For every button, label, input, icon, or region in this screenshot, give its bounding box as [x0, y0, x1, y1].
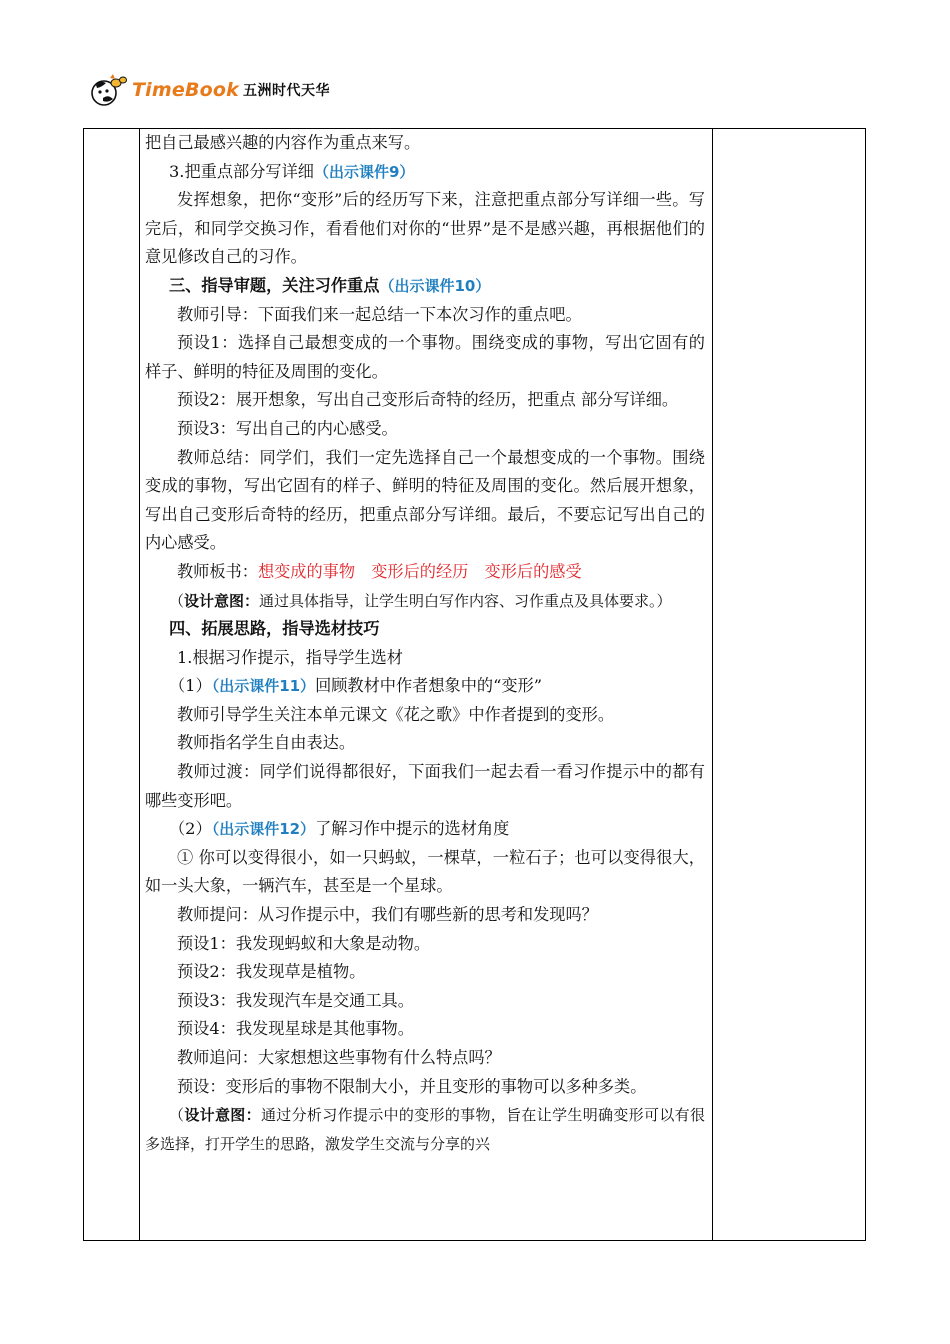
paragraph: 教师提问：从习作提示中，我们有哪些新的思考和发现吗？	[177, 905, 598, 925]
board-content: 想变成的事物 变形后的经历 变形后的感受	[257, 561, 582, 581]
courseware-tag: （出示课件9）	[313, 162, 415, 181]
design-intent-text: 通过分析习作提示中的变形的事物，旨在让学生明确变形可以有很多选择，打开学生的思路，激发学生交流与分享的兴	[145, 1106, 705, 1153]
paragraph: 1.根据习作提示，指导学生选材	[177, 647, 403, 667]
step-number: （2）	[169, 819, 212, 839]
step-line	[145, 815, 705, 844]
step-number: （1）	[169, 676, 212, 696]
step-text: 回顾教材中作者想象中的“变形”	[315, 676, 543, 696]
design-intent	[145, 587, 705, 616]
design-intent-text: 通过具体指导，让学生明白写作内容、习作重点及具体要求。）	[259, 591, 672, 610]
step-text: 了解习作中提示的选材角度	[315, 819, 510, 839]
cow-mascot-icon	[90, 72, 128, 108]
paragraph: 教师引导：下面我们来一起总结一下本次习作的重点吧。	[177, 304, 582, 324]
header-logo	[90, 72, 330, 108]
paragraph: 教师总结：同学们，我们一定先选择自己一个最想变成的一个事物。围绕变成的事物，写出它固有的样子、鲜明的特征及周围的变化。然后展开想象，写出自己变形后奇特的经历，把重点部分写详细。最后，不要忘记写出自己的内心感受。	[145, 447, 705, 553]
paragraph: 预设2：展开想象，写出自己变形后奇特的经历，把重点 部分写详细。	[177, 390, 679, 410]
paragraph: 预设3：写出自己的内心感受。	[177, 418, 398, 438]
paragraph: 预设2：我发现草是植物。	[177, 962, 366, 982]
design-intent-label: 设计意图：	[184, 591, 260, 610]
section-heading: 四、拓展思路，指导选材技巧	[169, 619, 380, 639]
paragraph: 预设3：我发现汽车是交通工具。	[177, 990, 414, 1010]
design-intent-label: 设计意图：	[184, 1106, 261, 1125]
courseware-tag: （出示课件10）	[379, 276, 491, 295]
board-label: 教师板书：	[177, 561, 258, 581]
paren-open: （	[169, 591, 185, 610]
paragraph: ① 你可以变得很小，如一只蚂蚁，一棵草，一粒石子；也可以变得很大，如一头大象，一辆汽车，甚至是一个星球。	[145, 847, 705, 896]
section-heading	[145, 272, 705, 301]
paragraph: 教师追问：大家想想这些事物有什么特点吗？	[177, 1048, 501, 1067]
paragraph: 预设1：我发现蚂蚁和大象是动物。	[177, 933, 431, 953]
brand-name-cn: 五洲时代天华	[242, 83, 330, 99]
paragraph: 教师指名学生自由表达。	[177, 733, 356, 753]
paren-open: （	[169, 1106, 185, 1125]
courseware-tag: （出示课件12）	[211, 820, 316, 839]
subheading	[145, 158, 705, 187]
paragraph: 教师引导学生关注本单元课文《花之歌》中作者提到的变形。	[177, 704, 615, 724]
paragraph: 教师过渡：同学们说得都很好，下面我们一起去看一看习作提示中的都有哪些变形吧。	[145, 762, 705, 810]
paragraph: 预设4：我发现星球是其他事物。	[177, 1019, 414, 1039]
paragraph: 把自己最感兴趣的内容作为重点来写。	[145, 133, 421, 152]
step-line	[145, 672, 705, 701]
design-intent	[145, 1101, 705, 1158]
lesson-content	[145, 129, 705, 1158]
section-heading-text: 三、指导审题，关注习作重点	[169, 275, 380, 295]
board-writing	[145, 558, 705, 587]
paragraph: 预设1：选择自己最想变成的一个事物。围绕变成的事物，写出它固有的样子、鲜明的特征及周围的变化。	[145, 333, 705, 381]
paragraph: 预设：变形后的事物不限制大小，并且变形的事物可以多种多类。	[177, 1076, 647, 1096]
table-column-divider-left	[139, 129, 140, 1240]
brand-name: TimeBook	[132, 79, 239, 101]
courseware-tag: （出示课件11）	[211, 677, 316, 696]
paragraph: 发挥想象，把你“变形”后的经历写下来，注意把重点部分写详细一些。写完后，和同学交换习作，看看他们对你的“世界”是不是感兴趣，再根据他们的意见修改自己的习作。	[145, 190, 705, 267]
table-column-divider-right	[712, 129, 713, 1240]
subheading-text: 3.把重点部分写详细	[169, 161, 314, 181]
